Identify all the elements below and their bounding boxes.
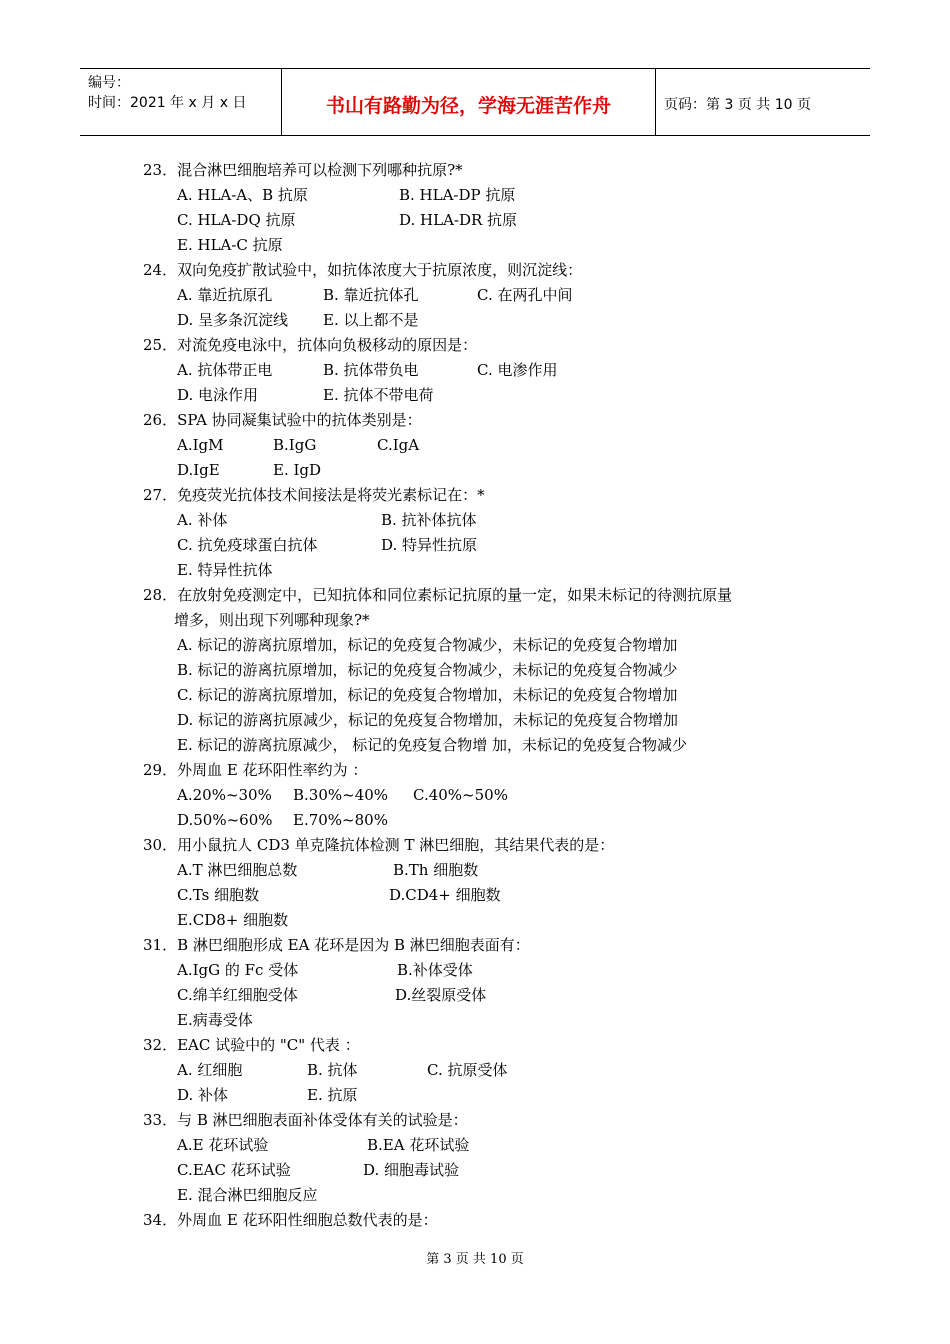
answer-option: C.绵羊红细胞受体 [177, 986, 298, 1004]
question-text: 免疫荧光抗体技术间接法是将荧光素标记在：* [177, 486, 485, 504]
answer-option: A. 补体 [177, 511, 228, 529]
answer-option: D. 补体 [177, 1086, 229, 1104]
page-header [80, 68, 870, 136]
answer-option: D.IgE [177, 461, 220, 479]
answer-option: E. 混合淋巴细胞反应 [177, 1186, 318, 1204]
question-text: 混合淋巴细胞培养可以检测下列哪种抗原?* [177, 161, 463, 179]
option-row [177, 1133, 823, 1158]
question-number: 23． [143, 161, 178, 179]
option-row [177, 633, 823, 658]
answer-option: E.70%~80% [293, 811, 388, 829]
answer-option: C. HLA-DQ 抗原 [177, 211, 296, 229]
option-row [177, 683, 823, 708]
options-group [143, 858, 823, 933]
answer-option: B.EA 花环试验 [367, 1136, 470, 1154]
answer-option: D.丝裂原受体 [395, 986, 487, 1004]
answer-option: B.补体受体 [397, 961, 473, 979]
question-text: EAC 试验中的 "C" 代表 ： [177, 1036, 360, 1054]
answer-option: E.CD8+ 细胞数 [177, 911, 289, 929]
option-row [177, 183, 823, 208]
option-row [177, 533, 823, 558]
question-number: 27． [143, 486, 178, 504]
question-number: 34． [143, 1211, 178, 1229]
options-group [143, 958, 823, 1033]
option-row [177, 1058, 823, 1083]
question-stem [143, 408, 823, 433]
option-row [177, 433, 823, 458]
option-row [177, 358, 823, 383]
question-item [143, 933, 823, 1033]
question-stem [143, 758, 823, 783]
question-number: 30． [143, 836, 178, 854]
answer-option: A. 红细胞 [177, 1061, 243, 1079]
question-stem [143, 583, 823, 608]
question-stem [143, 258, 823, 283]
question-number: 24． [143, 261, 178, 279]
question-number: 32． [143, 1036, 178, 1054]
question-text-continued: 增多，则出现下列哪种现象?* [174, 611, 370, 629]
question-text: 在放射免疫测定中，已知抗体和同位素标记抗原的量一定，如果未标记的待测抗原量 [177, 586, 733, 604]
question-number: 26． [143, 411, 178, 429]
question-stem [143, 933, 823, 958]
answer-option: C. 标记的游离抗原增加，标记的免疫复合物增加，未标记的免疫复合物增加 [177, 686, 678, 704]
question-stem [143, 333, 823, 358]
answer-option: A. 靠近抗原孔 [177, 286, 273, 304]
answer-option: E.病毒受体 [177, 1011, 253, 1029]
answer-option: E. 以上都不是 [323, 311, 419, 329]
question-list [143, 158, 823, 1233]
option-row [177, 783, 823, 808]
answer-option: D. 电泳作用 [177, 386, 259, 404]
question-number: 31． [143, 936, 178, 954]
options-group [143, 433, 823, 483]
question-text: 对流免疫电泳中，抗体向负极移动的原因是： [177, 336, 478, 354]
question-number: 33． [143, 1111, 178, 1129]
answer-option: D. 呈多条沉淀线 [177, 311, 289, 329]
answer-option: A.E 花环试验 [177, 1136, 269, 1154]
option-row [177, 1158, 823, 1183]
answer-option: B.30%~40% [293, 786, 389, 804]
question-number: 25． [143, 336, 178, 354]
options-group [143, 633, 823, 758]
answer-option: D. 特异性抗原 [381, 536, 478, 554]
option-row [177, 733, 823, 758]
header-motto: 书山有路勤为径，学海无涯苦作舟 [282, 69, 656, 135]
question-stem [143, 1033, 823, 1058]
answer-option: D. 标记的游离抗原减少，标记的免疫复合物增加，未标记的免疫复合物增加 [177, 711, 679, 729]
document-date-label: 时间：2021 年 x 月 x 日 [88, 95, 247, 111]
options-group [143, 1133, 823, 1208]
answer-option: C.EAC 花环试验 [177, 1161, 291, 1179]
option-row [177, 958, 823, 983]
answer-option: E. 特异性抗体 [177, 561, 273, 579]
answer-option: B. 抗补体抗体 [381, 511, 477, 529]
header-page-label: 页码：第 3 页 共 10 页 [664, 97, 811, 113]
answer-option: A. 抗体带正电 [177, 361, 273, 379]
answer-option: E. 抗原 [307, 1086, 358, 1104]
option-row [177, 1008, 823, 1033]
answer-option: B.IgG [273, 436, 317, 454]
question-item [143, 333, 823, 408]
question-item [143, 1208, 823, 1233]
answer-option: D.CD4+ 细胞数 [389, 886, 501, 904]
question-item [143, 258, 823, 333]
answer-option: A. 标记的游离抗原增加，标记的免疫复合物减少，未标记的免疫复合物增加 [177, 636, 678, 654]
question-item [143, 758, 823, 833]
question-text: 与 B 淋巴细胞表面补体受体有关的试验是： [177, 1111, 468, 1129]
question-text: 外周血 E 花环阳性细胞总数代表的是： [177, 1211, 438, 1229]
question-text: B 淋巴细胞形成 EA 花环是因为 B 淋巴细胞表面有： [177, 936, 530, 954]
options-group [143, 508, 823, 583]
options-group [143, 1058, 823, 1108]
answer-option: C. 电渗作用 [477, 361, 558, 379]
option-row [177, 208, 823, 233]
option-row [177, 383, 823, 408]
options-group [143, 783, 823, 833]
question-text: SPA 协同凝集试验中的抗体类别是： [177, 411, 422, 429]
option-row [177, 283, 823, 308]
answer-option: E. 标记的游离抗原减少， 标记的免疫复合物增 加，未标记的免疫复合物减少 [177, 736, 688, 754]
answer-option: C. 在两孔中间 [477, 286, 573, 304]
question-number: 28． [143, 586, 178, 604]
page-footer: 第 3 页 共 10 页 [426, 1252, 524, 1267]
question-text: 外周血 E 花环阳性率约为 ： [177, 761, 368, 779]
options-group [143, 283, 823, 333]
question-item [143, 833, 823, 933]
document-number-label: 编号： [88, 75, 130, 91]
answer-option: D. 细胞毒试验 [363, 1161, 460, 1179]
answer-option: E. 抗体不带电荷 [323, 386, 434, 404]
answer-option: E. HLA-C 抗原 [177, 236, 283, 254]
option-row [177, 708, 823, 733]
answer-option: E. IgD [273, 461, 322, 479]
question-item [143, 483, 823, 583]
option-row [177, 858, 823, 883]
answer-option: C.Ts 细胞数 [177, 886, 260, 904]
option-row [177, 983, 823, 1008]
question-item [143, 1033, 823, 1108]
answer-option: C. 抗原受体 [427, 1061, 508, 1079]
answer-option: B. 靠近抗体孔 [323, 286, 419, 304]
option-row [177, 508, 823, 533]
option-row [177, 808, 823, 833]
answer-option: C.IgA [377, 436, 420, 454]
option-row [177, 233, 823, 258]
option-row [177, 308, 823, 333]
question-stem [143, 483, 823, 508]
answer-option: A.T 淋巴细胞总数 [177, 861, 298, 879]
answer-option: C.40%~50% [413, 786, 508, 804]
question-stem [143, 1208, 823, 1233]
question-item [143, 158, 823, 258]
answer-option: B. 标记的游离抗原增加，标记的免疫复合物减少，未标记的免疫复合物减少 [177, 661, 678, 679]
question-stem [143, 1108, 823, 1133]
question-number: 29． [143, 761, 178, 779]
option-row [177, 1183, 823, 1208]
option-row [177, 458, 823, 483]
answer-option: A.20%~30% [177, 786, 272, 804]
answer-option: B. 抗体带负电 [323, 361, 419, 379]
answer-option: B. 抗体 [307, 1061, 358, 1079]
option-row [177, 1083, 823, 1108]
options-group [143, 183, 823, 258]
answer-option: D.50%~60% [177, 811, 273, 829]
question-item [143, 408, 823, 483]
answer-option: A.IgM [177, 436, 224, 454]
options-group [143, 358, 823, 408]
option-row [177, 658, 823, 683]
question-stem [143, 833, 823, 858]
header-meta [80, 69, 282, 135]
answer-option: A. HLA-A、B 抗原 [177, 186, 308, 204]
option-row [177, 883, 823, 908]
answer-option: C. 抗免疫球蛋白抗体 [177, 536, 318, 554]
question-item [143, 583, 823, 758]
option-row [177, 558, 823, 583]
question-text: 双向免疫扩散试验中，如抗体浓度大于抗原浓度，则沉淀线： [177, 261, 583, 279]
answer-option: B. HLA-DP 抗原 [399, 186, 516, 204]
answer-option: B.Th 细胞数 [393, 861, 479, 879]
question-item [143, 1108, 823, 1208]
question-text: 用小鼠抗人 CD3 单克隆抗体检测 T 淋巴细胞，其结果代表的是： [177, 836, 615, 854]
option-row [177, 908, 823, 933]
answer-option: A.IgG 的 Fc 受体 [177, 961, 299, 979]
question-stem [143, 158, 823, 183]
answer-option: D. HLA-DR 抗原 [399, 211, 518, 229]
